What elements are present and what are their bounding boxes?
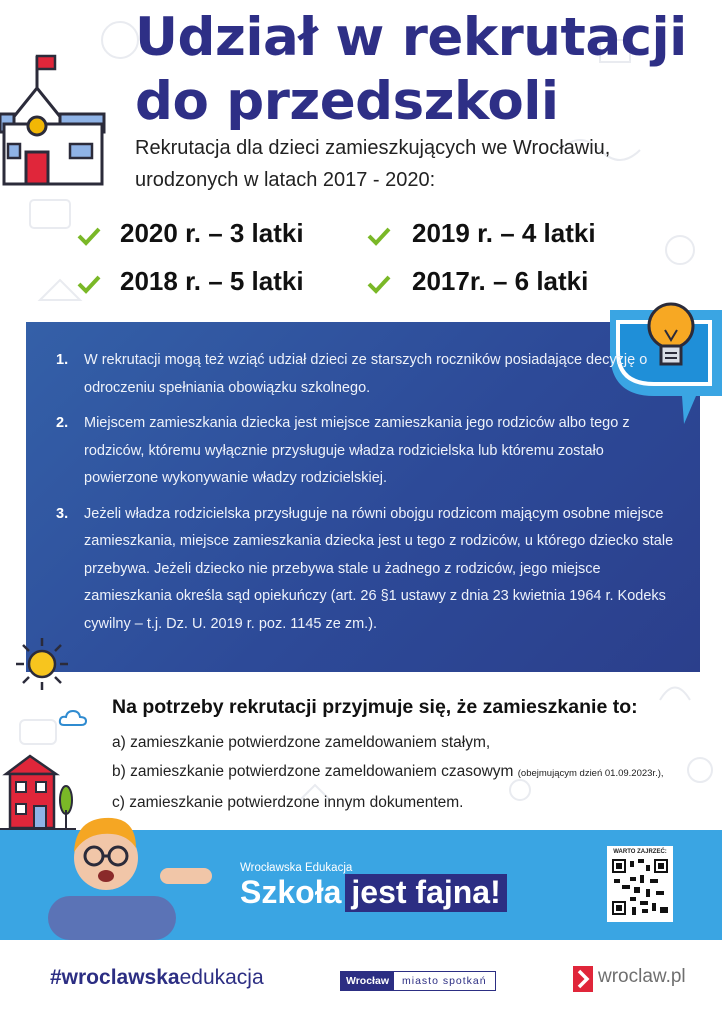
hashtag[interactable] [50, 966, 264, 990]
qr-code[interactable] [612, 859, 668, 915]
residence-item-a: a) zamieszkanie potwierdzone zameldowaniem stałym, [112, 734, 491, 751]
age-item: 2019 r. – 4 latki [412, 218, 596, 248]
site-link[interactable]: wroclaw.pl [598, 966, 686, 987]
slogan-part-1: Szkoła [240, 874, 342, 910]
title-line-2: do przedszkoli [135, 71, 559, 132]
rule-number: 2. [56, 415, 69, 431]
rule-text: Jeżeli władza rodzicielska przysługuje na równi obojgu rodzicom mającym osobne miejsce zamieszkania, miejsce zamieszkania dziecka jest u tego z rodziców, u którego dziecko stale przebywa. Jeżeli dziecko nie przebywa stale u żadnego z rodziców, jego miejsce zamieszkania określa sąd opiekuńczy (art. 26 §1 ustawy z dnia 23 kwietnia 1964 r. Kodeks cywilny – t.j. Dz. U. 2019 r. poz. 1145 ze zm.). [84, 505, 674, 632]
check-icon [76, 274, 102, 294]
banner-small-text: Wrocławska Edukacja [240, 862, 353, 874]
school-icon [0, 52, 110, 188]
residence-item-b-text: b) zamieszkanie potwierdzone zameldowaniem czasowym [112, 763, 514, 780]
wroclaw-arrow-icon [573, 966, 593, 992]
residence-item-b [112, 757, 664, 788]
boy-photo [40, 812, 216, 940]
title-line-1: Udział w rekrutacji [135, 7, 687, 68]
residence-item-b-note: (obejmującym dzień 01.09.2023r.), [517, 768, 664, 779]
hashtag-bold: #wroclawska [50, 966, 180, 989]
rule-item [56, 410, 676, 493]
residence-list [112, 728, 664, 817]
logo-tagline: miasto spotkań [401, 975, 487, 987]
subtitle-line-2: urodzonych w latach 2017 - 2020: [135, 169, 436, 191]
residence-heading: Na potrzeby rekrutacji przyjmuje się, że zamieszkanie to: [112, 696, 638, 718]
logo-city: Wrocław [341, 972, 394, 990]
qr-box[interactable] [607, 846, 673, 922]
check-icon [76, 226, 102, 246]
rule-number: 3. [56, 505, 69, 522]
subtitle-line-1: Rekrutacja dla dzieci zamieszkujących we Wrocławiu, [135, 137, 611, 159]
rule-item [56, 347, 676, 402]
rule-text: W rekrutacji mogą też wziąć udział dzieci ze starszych roczników posiadające decyzję o odroczeniu spełniania obowiązku szkolnego. [84, 352, 648, 396]
cloud-icon [58, 708, 88, 728]
banner-slogan [240, 874, 507, 911]
age-item: 2020 r. – 3 latki [120, 218, 304, 248]
rules-list [56, 347, 676, 646]
wroclaw-logo [340, 971, 496, 991]
age-item: 2017r. – 6 latki [412, 266, 589, 296]
qr-label: WARTO ZAJRZEĆ: [613, 849, 667, 855]
rule-item [56, 501, 676, 639]
check-icon [366, 226, 392, 246]
check-icon [366, 274, 392, 294]
page-title [135, 6, 687, 134]
sun-icon [14, 636, 70, 692]
subtitle [135, 132, 695, 196]
rule-number: 1. [56, 352, 69, 368]
hashtag-rest: edukacja [179, 966, 264, 989]
age-item: 2018 r. – 5 latki [120, 266, 304, 296]
rule-text: Miejscem zamieszkania dziecka jest miejsce zamieszkania jego rodziców albo tego z rodziców, któremu wyłącznie przysługuje władza rodzicielska lub któremu zostało powierzone wykonywanie władzy rodzicielskiej. [84, 415, 630, 486]
residence-item-c: c) zamieszkanie potwierdzone innym dokumentem. [112, 794, 464, 811]
slogan-part-2: jest fajna! [345, 874, 506, 912]
